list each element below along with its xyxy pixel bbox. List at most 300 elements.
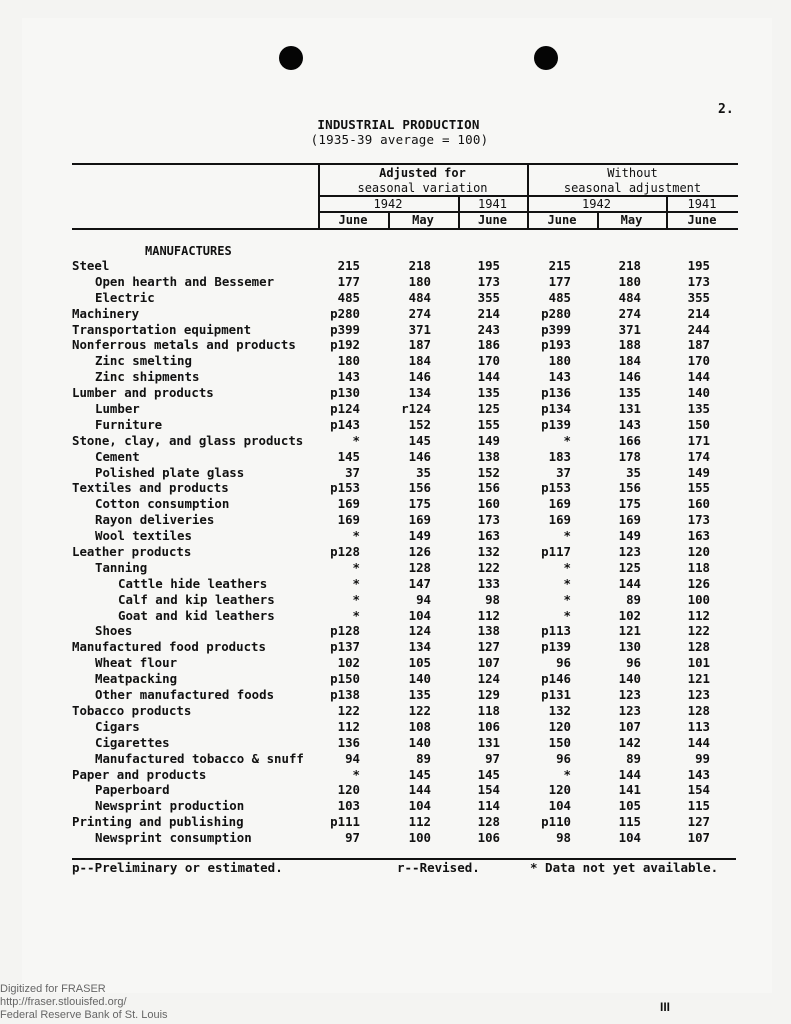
cell-value: 126 [687,575,710,591]
cell-value: 144 [687,369,710,385]
header-year: 1942 [373,197,403,211]
table-row [0,512,791,528]
cell-value: 156 [408,480,431,496]
cell-value: 120 [337,782,360,798]
table-row [0,751,791,767]
digitized-link[interactable]: http://fraser.stlouisfed.org/ [0,996,127,1008]
cell-value: p193 [541,337,571,353]
table-row [0,465,791,481]
cell-value: 121 [687,671,710,687]
cell-value: 170 [477,353,500,369]
cell-value: r124 [401,401,431,417]
cell-value: 183 [548,448,571,464]
cell-value: * [563,766,571,782]
header-without-line1: Without [607,166,658,180]
table-row [0,401,791,417]
cell-value: 118 [687,559,710,575]
cell-value: 135 [618,385,641,401]
table-row [0,480,791,496]
cell-value: 169 [337,512,360,528]
cell-value: 184 [618,353,641,369]
cell-value: 124 [477,671,500,687]
cell-value: 485 [548,289,571,305]
cell-value: 155 [687,480,710,496]
cell-value: 484 [618,289,641,305]
table-row [0,830,791,846]
cell-value: 98 [485,591,500,607]
cell-value: 150 [548,734,571,750]
cell-value: 173 [477,512,500,528]
cell-value: 154 [687,782,710,798]
cell-value: 130 [618,639,641,655]
row-label: Paperboard [95,782,170,798]
cell-value: p192 [330,337,360,353]
header-month: June [547,213,577,227]
cell-value: 128 [687,639,710,655]
cell-value: 156 [477,480,500,496]
cell-value: 154 [477,782,500,798]
punch-hole-left [279,46,303,70]
cell-value: * [563,607,571,623]
row-label: Meatpacking [95,671,178,687]
cell-value: 141 [618,782,641,798]
cell-value: 169 [548,512,571,528]
cell-value: 147 [408,575,431,591]
table-row [0,782,791,798]
cell-value: 484 [408,289,431,305]
cell-value: 124 [408,623,431,639]
digitized-line3: Federal Reserve Bank of St. Louis [0,1009,168,1021]
cell-value: * [563,559,571,575]
cell-value: 180 [548,353,571,369]
cell-value: * [352,575,360,591]
cell-value: p128 [330,623,360,639]
cell-value: 169 [618,512,641,528]
cell-value: 106 [477,718,500,734]
row-label: Cement [95,448,140,464]
cell-value: 138 [477,623,500,639]
cell-value: 144 [618,575,641,591]
cell-value: 129 [477,687,500,703]
cell-value: 169 [548,496,571,512]
cell-value: 99 [695,750,710,766]
cell-value: 143 [687,766,710,782]
row-label: Cattle hide leathers [118,575,268,591]
cell-value: p399 [330,321,360,337]
cell-value: 144 [477,369,500,385]
cell-value: 163 [687,528,710,544]
cell-value: 177 [548,273,571,289]
cell-value: 112 [477,607,500,623]
cell-value: p280 [330,305,360,321]
row-label: Lumber and products [72,385,214,401]
cell-value: 89 [416,750,431,766]
cell-value: 163 [477,528,500,544]
cell-value: 134 [408,639,431,655]
cell-value: 127 [687,814,710,830]
row-label: Cotton consumption [95,496,230,512]
cell-value: 144 [687,734,710,750]
cell-value: * [563,528,571,544]
cell-value: 355 [687,289,710,305]
header-without-line2: seasonal adjustment [563,181,702,195]
cell-value: 149 [687,464,710,480]
page-number: 2. [718,102,734,117]
cell-value: 152 [477,464,500,480]
cell-value: 140 [408,734,431,750]
cell-value: 128 [477,814,500,830]
cell-value: p137 [330,639,360,655]
cell-value: 122 [477,559,500,575]
cell-value: 136 [337,734,360,750]
cell-value: 122 [408,702,431,718]
table-row [0,496,791,512]
cell-value: 149 [477,432,500,448]
cell-value: 134 [408,385,431,401]
cell-value: 178 [618,448,641,464]
table-row [0,385,791,401]
cell-value: * [352,766,360,782]
table-row [0,449,791,465]
cell-value: 37 [556,464,571,480]
cell-value: 133 [477,575,500,591]
cell-value: 180 [337,353,360,369]
table-row [0,433,791,449]
cell-value: 166 [618,432,641,448]
cell-value: 125 [477,401,500,417]
header-adjusted-line1: Adjusted for [379,166,466,180]
table-row [0,544,791,560]
header-month: June [478,213,507,227]
cell-value: 140 [408,671,431,687]
cell-value: 173 [687,273,710,289]
cell-value: p153 [541,480,571,496]
cell-value: * [563,432,571,448]
table-row [0,767,791,783]
table-row [0,798,791,814]
cell-value: 123 [687,687,710,703]
cell-value: 173 [687,512,710,528]
header-top-rule [72,163,738,165]
cell-value: 171 [687,432,710,448]
cell-value: 135 [687,401,710,417]
cell-value: p136 [541,385,571,401]
cell-value: 107 [477,655,500,671]
row-label: Newsprint production [95,798,245,814]
cell-value: 103 [337,798,360,814]
cell-value: 218 [408,258,431,273]
cell-value: 146 [408,369,431,385]
table-row [0,306,791,322]
cell-value: 177 [337,273,360,289]
row-label: Open hearth and Bessemer [95,273,275,289]
cell-value: 145 [337,448,360,464]
cell-value: 107 [687,830,710,846]
cell-value: 100 [687,591,710,607]
table-row [0,258,791,274]
cell-value: 149 [408,528,431,544]
table-row [0,560,791,576]
cell-value: 195 [477,258,500,273]
row-label: Stone, clay, and glass products [72,432,304,448]
header-year: 1941 [687,197,717,211]
cell-value: 371 [618,321,641,337]
row-label: Transportation equipment [72,321,252,337]
row-label: Manufactured tobacco & snuff [95,750,304,766]
table-row [0,735,791,751]
cell-value: 107 [618,718,641,734]
row-label: Leather products [72,544,192,560]
cell-value: 131 [477,734,500,750]
row-label: Tanning [95,559,148,575]
row-label: Shoes [95,623,133,639]
cell-value: 112 [337,718,360,734]
header-month: June [338,213,368,227]
cell-value: p113 [541,623,571,639]
header-month: May [412,213,434,227]
cell-value: 140 [618,671,641,687]
cell-value: 123 [618,702,641,718]
table-row [0,417,791,433]
cell-value: 35 [626,464,641,480]
row-label: Zinc shipments [95,369,200,385]
cell-value: 122 [687,623,710,639]
cell-value: 143 [548,369,571,385]
footnote-revised: r--Revised. [397,860,480,875]
cell-value: 97 [485,750,500,766]
cell-value: p111 [330,814,360,830]
cell-value: 145 [477,766,500,782]
cell-value: 96 [556,655,571,671]
cell-value: p399 [541,321,571,337]
cell-value: 120 [548,718,571,734]
row-label: Electric [95,289,155,305]
cell-value: 104 [548,798,571,814]
cell-value: 144 [618,766,641,782]
cell-value: p130 [330,385,360,401]
cell-value: 104 [408,607,431,623]
cell-value: * [352,591,360,607]
section-title: MANUFACTURES [145,244,232,258]
row-label: Machinery [72,305,140,321]
cell-value: 97 [345,830,360,846]
cell-value: 186 [477,337,500,353]
document-subtitle: (1935-39 average = 100) [310,132,489,147]
row-label: Furniture [95,416,163,432]
row-label: Lumber [95,401,140,417]
table-row [0,608,791,624]
cell-value: 187 [687,337,710,353]
cell-value: 102 [337,655,360,671]
cell-value: 106 [477,830,500,846]
cell-value: 243 [477,321,500,337]
cell-value: 188 [618,337,641,353]
cell-value: * [352,432,360,448]
cell-value: 215 [548,258,571,273]
cell-value: 145 [408,432,431,448]
row-label: Tobacco products [72,702,192,718]
row-label: Printing and publishing [72,814,244,830]
cell-value: 94 [416,591,431,607]
cell-value: 35 [416,464,431,480]
table-row [0,671,791,687]
cell-value: 150 [687,416,710,432]
cell-value: p146 [541,671,571,687]
cell-value: 142 [618,734,641,750]
row-label: Paper and products [72,766,207,782]
cell-value: 170 [687,353,710,369]
cell-value: 187 [408,337,431,353]
cell-value: * [563,591,571,607]
header-month: May [620,213,643,227]
cell-value: 143 [337,369,360,385]
cell-value: 174 [687,448,710,464]
cell-value: 127 [477,639,500,655]
table-row [0,322,791,338]
cell-value: 214 [687,305,710,321]
cell-value: 169 [408,512,431,528]
cell-value: p139 [541,416,571,432]
table-row [0,274,791,290]
row-label: Calf and kip leathers [118,591,275,607]
digitized-line1: Digitized for FRASER [0,983,106,995]
row-label: Other manufactured foods [95,687,275,703]
cell-value: p153 [330,480,360,496]
row-label: Manufactured food products [72,639,266,655]
row-label: Rayon deliveries [95,512,215,528]
row-label: Cigarettes [95,734,170,750]
table-row [0,639,791,655]
cell-value: 120 [548,782,571,798]
cell-value: 122 [337,702,360,718]
cell-value: 114 [477,798,500,814]
cell-value: 104 [408,798,431,814]
cell-value: 485 [337,289,360,305]
cell-value: 131 [618,401,641,417]
cell-value: 96 [556,750,571,766]
cell-value: 138 [477,448,500,464]
cell-value: 143 [618,416,641,432]
cell-value: 89 [626,750,641,766]
table-row [0,719,791,735]
cell-value: 215 [337,258,360,273]
cell-value: 132 [477,544,500,560]
cell-value: 175 [618,496,641,512]
document-title: INDUSTRIAL PRODUCTION [317,117,480,132]
cell-value: 180 [408,273,431,289]
cell-value: 123 [618,687,641,703]
table-row [0,703,791,719]
cell-value: 152 [408,416,431,432]
cell-value: 105 [618,798,641,814]
row-label: Textiles and products [72,480,229,496]
table-row [0,655,791,671]
cell-value: 274 [408,305,431,321]
header-adjusted-line2: seasonal variation [357,181,488,195]
cell-value: 102 [618,607,641,623]
cell-value: p139 [541,639,571,655]
row-label: Goat and kid leathers [118,607,275,623]
table-row [0,814,791,830]
row-label: Wheat flour [95,655,178,671]
cell-value: 160 [477,496,500,512]
footnote-not-available: * Data not yet available. [530,860,719,875]
cell-value: 96 [626,655,641,671]
cell-value: 175 [408,496,431,512]
cell-value: p143 [330,416,360,432]
cell-value: 108 [408,718,431,734]
cell-value: 146 [408,448,431,464]
header-year: 1942 [582,197,611,211]
cell-value: 98 [556,830,571,846]
cell-value: 195 [687,258,710,273]
cell-value: 132 [548,702,571,718]
cell-value: p128 [330,544,360,560]
cell-value: p138 [330,687,360,703]
cell-value: p117 [541,544,571,560]
row-label: Newsprint consumption [95,830,252,846]
table-row [0,576,791,592]
cell-value: 104 [618,830,641,846]
cell-value: 112 [687,607,710,623]
table-row [0,592,791,608]
cell-value: 123 [618,544,641,560]
cell-value: 355 [477,289,500,305]
cell-value: 274 [618,305,641,321]
header-month: June [687,213,717,227]
cell-value: 121 [618,623,641,639]
header-year: 1941 [478,197,507,211]
table-row [0,290,791,306]
cell-value: 146 [618,369,641,385]
cell-value: 156 [618,480,641,496]
cell-value: 94 [345,750,360,766]
cell-value: 126 [408,544,431,560]
cell-value: 112 [408,814,431,830]
row-label: Polished plate glass [95,464,245,480]
cell-value: 135 [408,687,431,703]
header-bottom-rule [72,228,738,230]
table-row [0,528,791,544]
cell-value: p134 [541,401,571,417]
cell-value: 371 [408,321,431,337]
cell-value: 144 [408,782,431,798]
row-label: Steel [72,258,110,273]
row-label: Zinc smelting [95,353,192,369]
cell-value: 118 [477,702,500,718]
cell-value: 115 [618,814,641,830]
footnote-preliminary: p--Preliminary or estimated. [72,860,283,875]
row-label: Wool textiles [95,528,192,544]
cell-value: p110 [541,814,571,830]
punch-hole-right [534,46,558,70]
cell-value: 218 [618,258,641,273]
cell-value: 113 [687,718,710,734]
cell-value: 120 [687,544,710,560]
cell-value: 184 [408,353,431,369]
table-row [0,623,791,639]
table-row [0,687,791,703]
table-row [0,337,791,353]
cell-value: 214 [477,305,500,321]
cell-value: * [352,528,360,544]
bottom-mark: III [660,1000,671,1014]
cell-value: 101 [687,655,710,671]
cell-value: p124 [330,401,360,417]
cell-value: * [352,607,360,623]
cell-value: 169 [337,496,360,512]
cell-value: 128 [687,702,710,718]
